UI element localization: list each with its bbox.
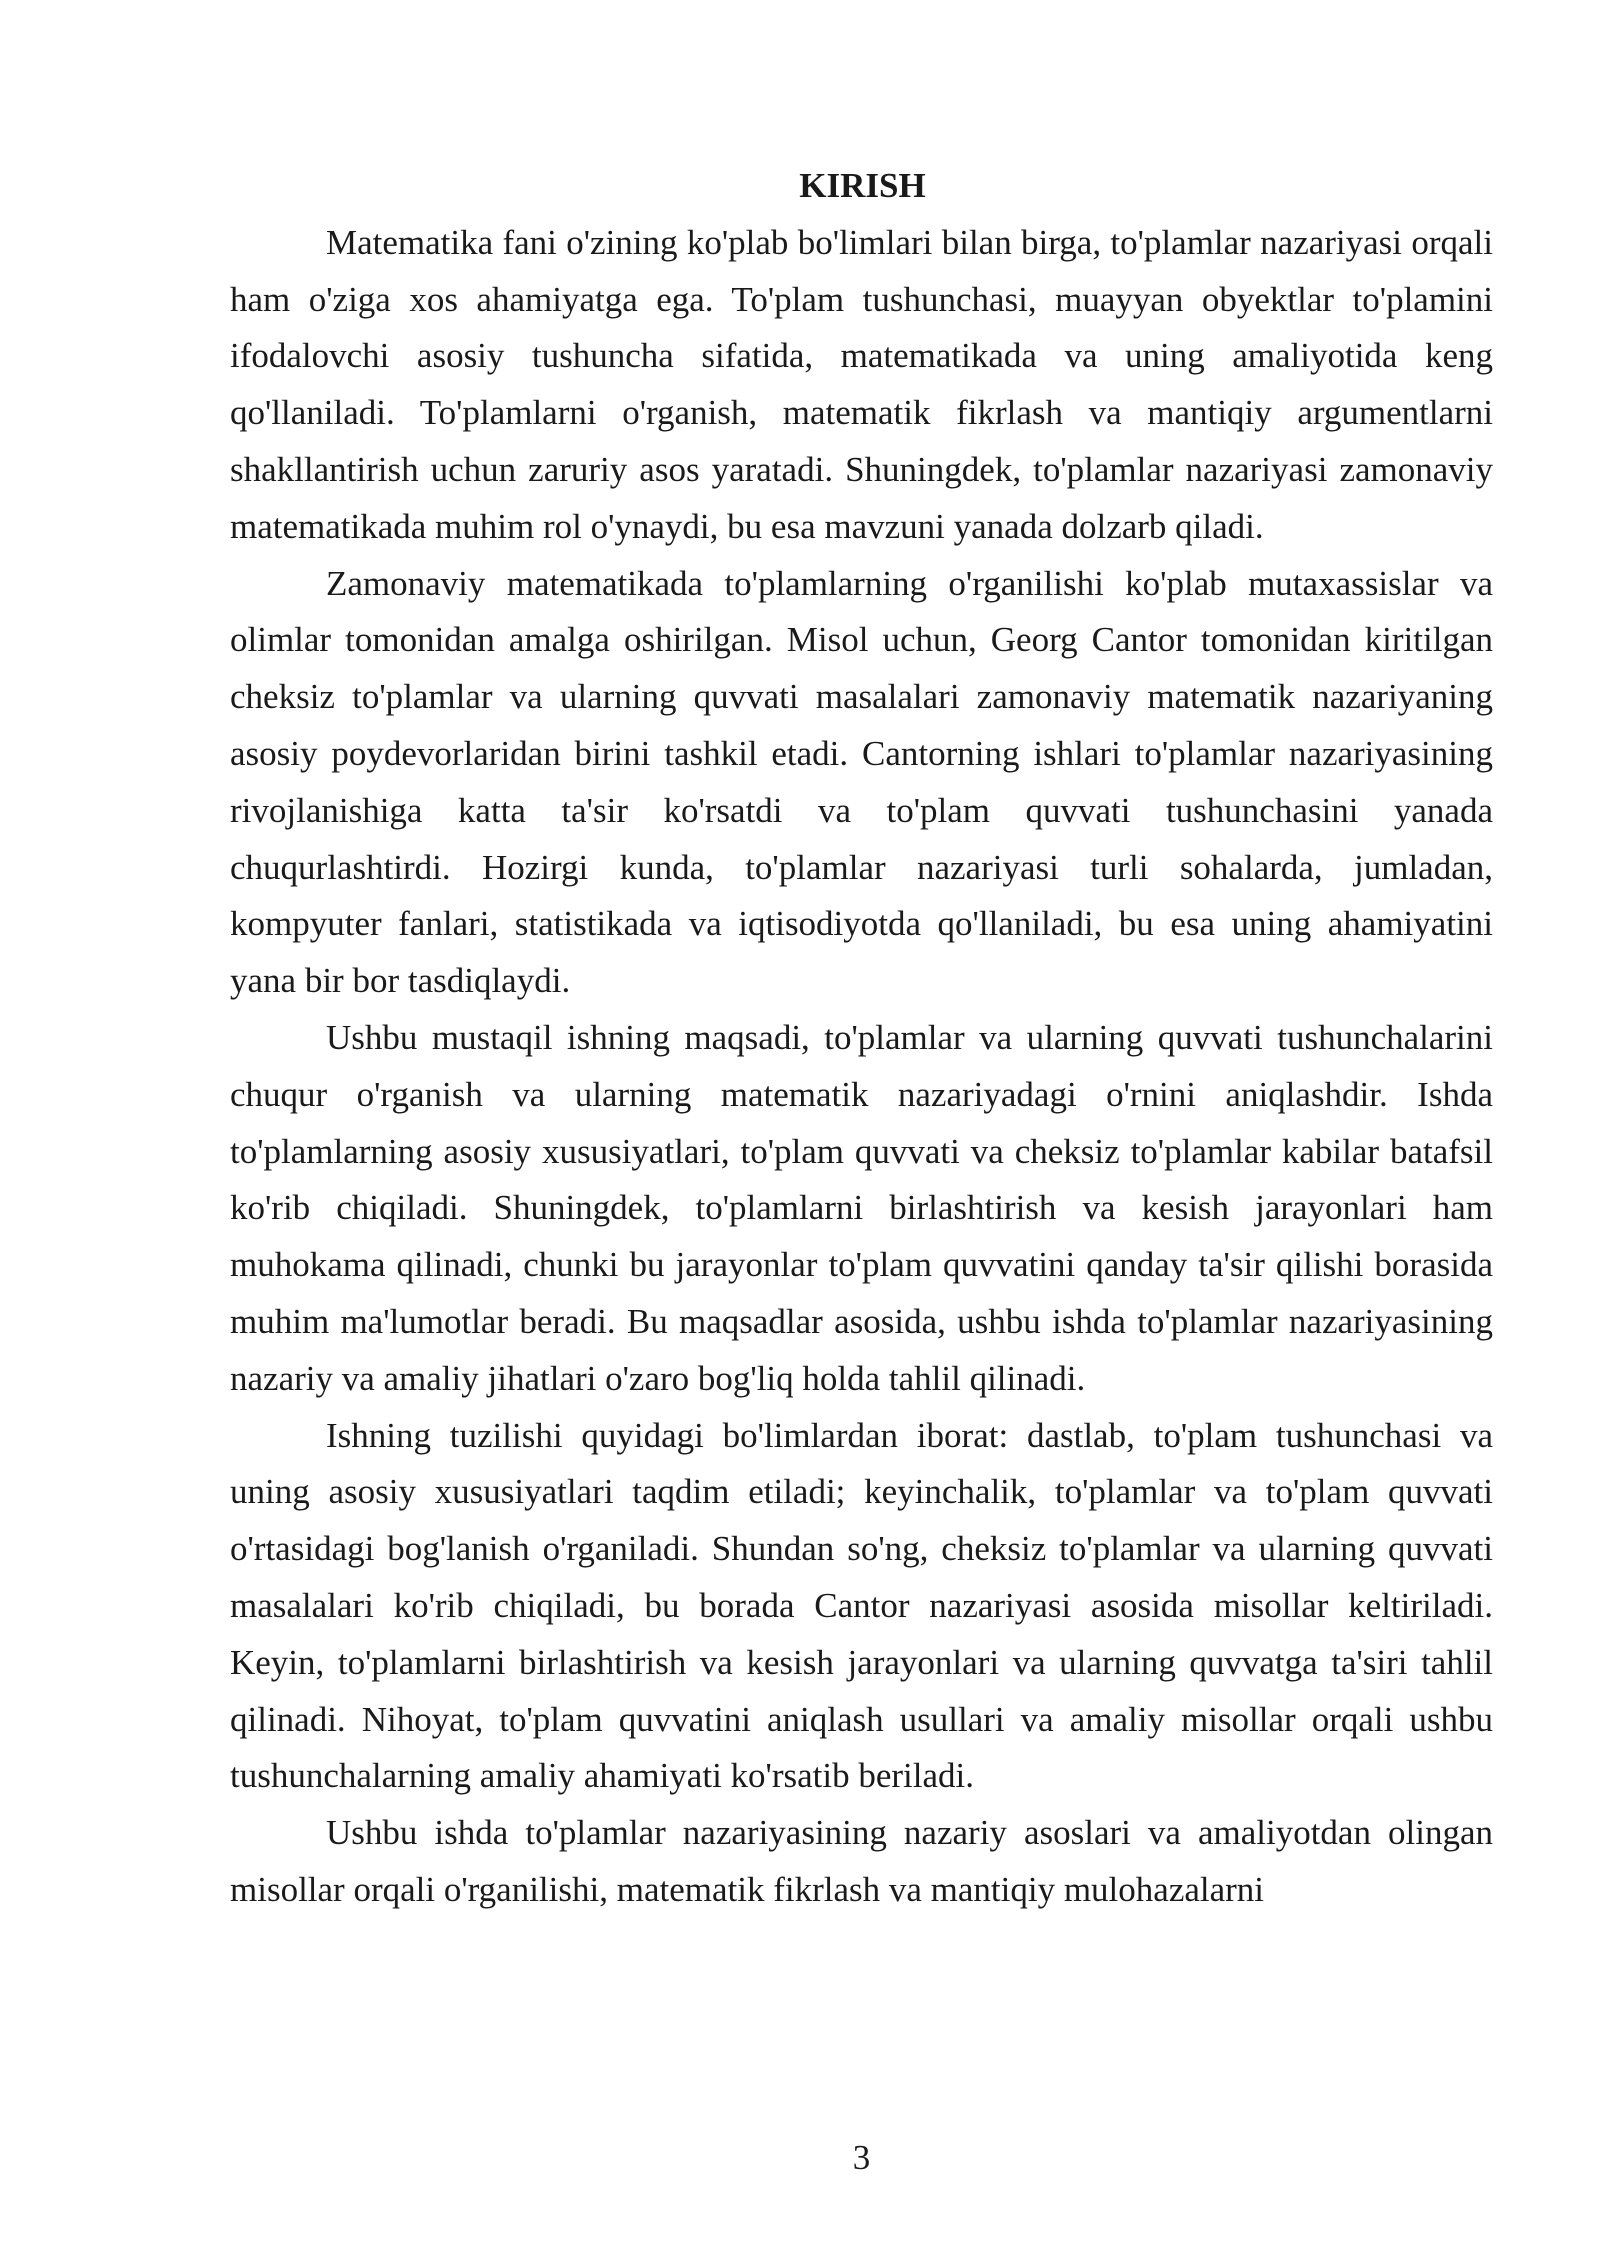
paragraph-3: Ushbu mustaqil ishning maqsadi, to'plamlar va ularning quvvati tushunchalarini chuqur o'rganish va ularning matematik nazariyadagi o'rnini aniqlashdir. Ishda to'plamlarning asosiy xususiyatlari, to'plam quvvati va cheksiz to'plamlar kabilar batafsil ko'rib chiqiladi. Shuningdek, to'plamlarni birlashtirish va kesish jarayonlari ham muhokama qilinadi, chunki bu jarayonlar to'plam quvvatini qanday ta'sir qilishi borasida muhim ma'lumotlar beradi. Bu maqsadlar asosida, ushbu ishda to'plamlar nazariyasining nazariy va amaliy jihatlari o'zaro bog'liq holda tahlil qilinadi. — [230, 1017, 1493, 1398]
paragraph-2: Zamonaviy matematikada to'plamlarning o'rganilishi ko'plab mutaxassislar va olimlar tomonidan amalga oshirilgan. Misol uchun, Georg Cantor tomonidan kiritilgan cheksiz to'plamlar va ularning quvvati masalalari zamonaviy matematik nazariyaning asosiy poydevorlaridan birini tashkil etadi. Cantorning ishlari to'plamlar nazariyasining rivojlanishiga katta ta'sir ko'rsatdi va to'plam quvvati tushunchasini yanada chuqurlashtirdi. Hozirgi kunda, to'plamlar nazariyasi turli sohalarda, jumladan, kompyuter fanlari, statistikada va iqtisodiyotda qo'llaniladi, bu esa uning ahamiyatini yana bir bor tasdiqlaydi. — [230, 563, 1493, 1001]
paragraph-5: Ushbu ishda to'plamlar nazariyasining nazariy asoslari va amaliyotdan olingan misollar orqali o'rganilishi, matematik fikrlash va mantiqiy mulohazalarni — [230, 1813, 1493, 1909]
page-content — [230, 158, 1493, 1919]
page-number: 3 — [852, 2138, 871, 2177]
section-title: KIRISH — [799, 166, 926, 205]
paragraph-1: Matematika fani o'zining ko'plab bo'limlari bilan birga, to'plamlar nazariyasi orqali ham o'ziga xos ahamiyatga ega. To'plam tushunchasi, muayyan obyektlar to'plamini ifodalovchi asosiy tushuncha sifatida, matematikada va uning amaliyotida keng qo'llaniladi. To'plamlarni o'rganish, matematik fikrlash va mantiqiy argumentlarni shakllantirish uchun zaruriy asos yaratadi. Shuningdek, to'plamlar nazariyasi zamonaviy matematikada muhim rol o'ynaydi, bu esa mavzuni yanada dolzarb qiladi. — [230, 222, 1493, 546]
paragraph-4: Ishning tuzilishi quyidagi bo'limlardan iborat: dastlab, to'plam tushunchasi va uning asosiy xususiyatlari taqdim etiladi; keyinchalik, to'plamlar va to'plam quvvati o'rtasidagi bog'lanish o'rganiladi. Shundan so'ng, cheksiz to'plamlar va ularning quvvati masalalari ko'rib chiqiladi, bu borada Cantor nazariyasi asosida misollar keltiriladi. Keyin, to'plamlarni birlashtirish va kesish jarayonlari va ularning quvvatga ta'siri tahlil qilinadi. Nihoyat, to'plam quvvatini aniqlash usullari va amaliy misollar orqali ushbu tushunchalarning amaliy ahamiyati ko'rsatib beriladi. — [230, 1415, 1493, 1796]
